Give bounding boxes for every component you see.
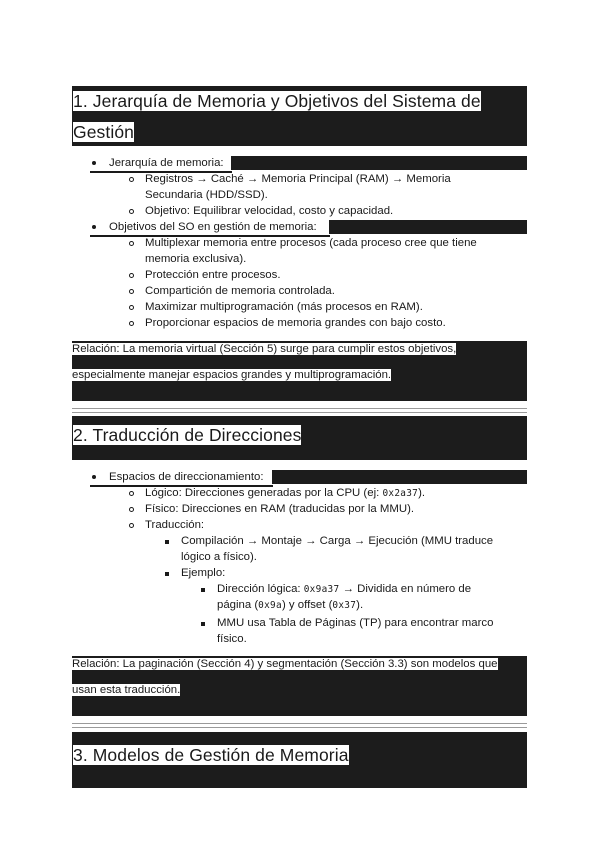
relation-block-2: [72, 656, 527, 716]
offset-close: ).: [356, 599, 364, 611]
direccion-rest: → Dividida en número de: [339, 583, 472, 595]
bullet-circle: [129, 209, 134, 214]
section-2-heading-block: [72, 416, 527, 460]
list-item-continuation: Secundaria (HDD/SSD).: [145, 189, 268, 201]
bullet-square: [165, 572, 169, 576]
section-2-heading: [72, 416, 527, 446]
bullet-bar: [231, 156, 527, 170]
section-1-heading-block: [72, 86, 527, 146]
list-item: Compilación → Montaje → Carga → Ejecución (MMU traduce: [181, 535, 494, 547]
list-item: Traducción:: [145, 519, 205, 531]
list-item-continuation: lógico a físico).: [181, 551, 257, 563]
bullet-circle: [129, 273, 134, 278]
logico-text: Lógico: Direcciones generadas por la CPU (ej:: [145, 487, 383, 499]
bullet-square: [201, 622, 205, 626]
list-item-continuation: memoria exclusiva).: [145, 253, 247, 265]
bullet-circle: [129, 289, 134, 294]
direccion-text: Dirección lógica:: [217, 583, 304, 595]
section-1-title-line-1: 1. Jerarquía de Memoria y Objetivos del Sistema de: [73, 91, 481, 111]
list-item-continuation: [217, 597, 363, 614]
bullet-bar: [272, 470, 527, 484]
relation-text-2b: [72, 671, 527, 697]
relation-2-line-2: usan esta traducción.: [72, 684, 181, 696]
horizontal-rule: [72, 408, 527, 413]
bullet-disc: [92, 161, 96, 165]
bullet-label-objetivos: Objetivos del SO en gestión de memoria:: [109, 221, 317, 233]
pagina-code: 0x9a: [258, 600, 282, 611]
bullet-bar: [329, 220, 527, 234]
relation-1-line-1: Relación: La memoria virtual (Sección 5) surge para cumplir estos objetivos,: [72, 343, 457, 355]
pagina-text: página (: [217, 599, 259, 611]
relation-block-1: [72, 341, 527, 401]
relation-1-line-2: especialmente manejar espacios grandes y multiprogramación.: [72, 369, 392, 381]
logico-close: ).: [418, 487, 426, 499]
offset-text: ) y offset (: [281, 599, 333, 611]
bullet-circle: [129, 523, 134, 528]
bullet-label-espacios: Espacios de direccionamiento:: [109, 471, 264, 483]
list-item-continuation: físico.: [217, 633, 247, 645]
list-item: Registros → Caché → Memoria Principal (RAM) → Memoria: [145, 173, 451, 185]
bullet-circle: [129, 177, 134, 182]
list-item: Maximizar multiprogramación (más procesos en RAM).: [145, 301, 423, 313]
relation-2-line-1: Relación: La paginación (Sección 4) y segmentación (Sección 3.3) son modelos que: [72, 658, 498, 670]
relation-text-1: [72, 341, 527, 356]
list-item: Objetivo: Equilibrar velocidad, costo y capacidad.: [145, 205, 394, 217]
bullet-square: [201, 588, 205, 592]
list-item: Compartición de memoria controlada.: [145, 285, 335, 297]
bullet-circle: [129, 507, 134, 512]
list-item: Protección entre procesos.: [145, 269, 281, 281]
list-item: Físico: Direcciones en RAM (traducidas por la MMU).: [145, 503, 415, 515]
horizontal-rule: [72, 723, 527, 728]
section-3-heading-block: [72, 732, 527, 788]
list-item-logico: [145, 485, 425, 502]
bullet-label-jerarquia: Jerarquía de memoria:: [109, 157, 224, 169]
section-3-title: 3. Modelos de Gestión de Memoria: [73, 745, 349, 765]
list-item: Multiplexar memoria entre procesos (cada proceso cree que tiene: [145, 237, 477, 249]
section-1-title-line-2: Gestión: [73, 122, 135, 142]
relation-text-2: [72, 656, 527, 671]
bullet-circle: [129, 241, 134, 246]
section-1-heading: [72, 86, 527, 148]
bullet-circle: [129, 491, 134, 496]
bullet-disc: [92, 225, 96, 229]
list-item: Ejemplo:: [181, 567, 226, 579]
list-item: MMU usa Tabla de Páginas (TP) para encontrar marco: [217, 617, 494, 629]
direccion-code: 0x9a37: [303, 584, 340, 595]
bullet-square: [165, 540, 169, 544]
bullet-circle: [129, 305, 134, 310]
logico-code: 0x2a37: [382, 488, 419, 499]
section-2-title: 2. Traducción de Direcciones: [73, 425, 302, 445]
bullet-circle: [129, 321, 134, 326]
bullet-disc: [92, 475, 96, 479]
list-item-direccion: [217, 581, 471, 598]
list-item: Proporcionar espacios de memoria grandes con bajo costo.: [145, 317, 446, 329]
section-3-heading: [72, 732, 527, 766]
offset-code: 0x37: [332, 600, 357, 611]
relation-text-1b: [72, 356, 527, 382]
